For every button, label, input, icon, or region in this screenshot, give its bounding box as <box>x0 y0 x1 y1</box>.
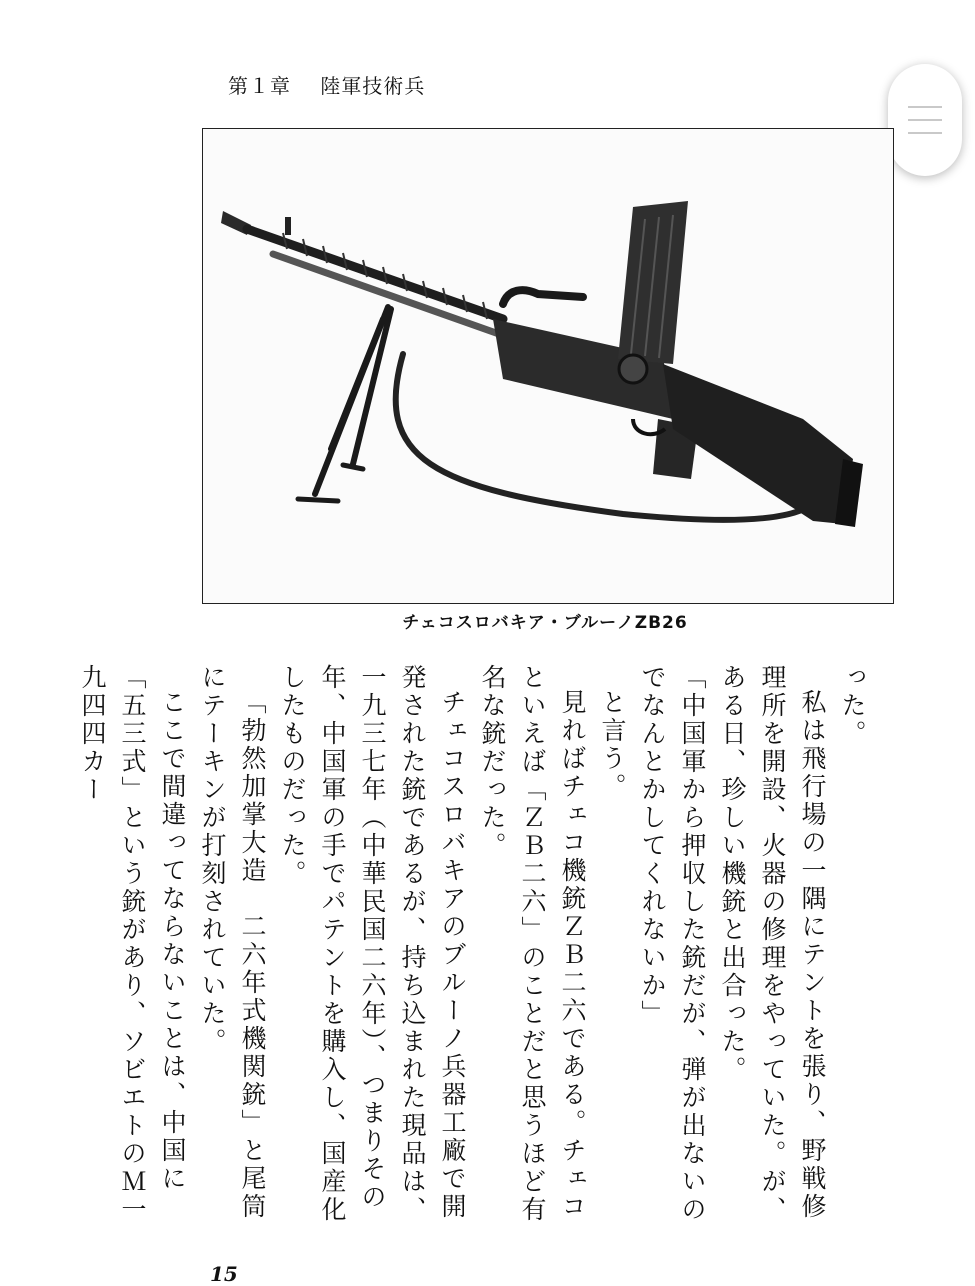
zb26-machine-gun-illustration <box>203 129 893 603</box>
paragraph: 「中国軍から押収した銃だが、弾が出ないのでなんとかしてくれないか」 <box>638 664 707 1224</box>
menu-button[interactable] <box>888 64 962 176</box>
paragraph: ここで間違ってならないことは、中国に「五三式」という銃があり、ソビエトのＭ一九四四カー <box>78 664 187 1224</box>
paragraph: 見ればチェコ機銃ＺＢ二六である。チェコといえば「ＺＢ二六」のことだと思うほど有名な銃だった。 <box>478 664 587 1224</box>
paragraph: チェコスロバキアのブルーノ兵器工廠で開発された銃であるが、持ち込まれた現品は、一九三七年（中華民国二六年）、つまりその年、中国軍の手でパテントを購入し、国産化したものだった。 <box>278 664 467 1224</box>
paragraph: 「勃然加掌大造 二六年式機関銃」と尾筒にテーキンが打刻されていた。 <box>198 664 267 1221</box>
page-number: 15 <box>210 1262 238 1286</box>
paragraph: った。 <box>838 664 867 748</box>
figure-caption: チェコスロバキア・ブルーノZB26 <box>402 613 688 633</box>
machine-gun-photo <box>202 128 894 604</box>
chapter-number: 第１章 <box>228 74 291 98</box>
running-header <box>228 70 425 99</box>
paragraph: 私は飛行場の一隅にテントを張り、野戦修理所を開設、火器の修理をやっていた。が、ある日、珍しい機銃と出合った。 <box>718 664 827 1224</box>
paragraph: と言う。 <box>598 689 627 801</box>
vertical-body-text <box>78 664 872 1234</box>
hamburger-menu-icon <box>908 106 942 134</box>
chapter-title: 陸軍技術兵 <box>320 74 426 98</box>
